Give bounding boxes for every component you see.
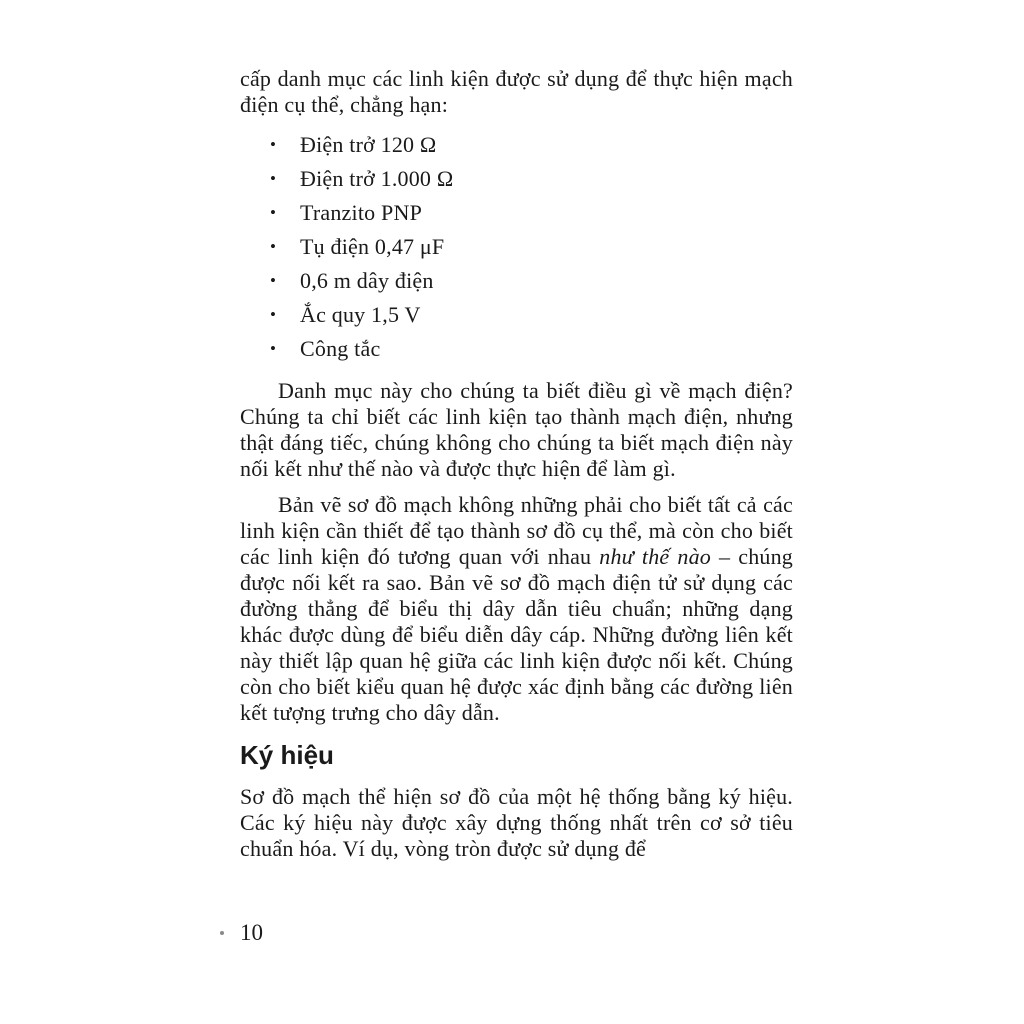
list-item-text: Công tắc (300, 336, 381, 361)
paragraph-symbols: Sơ đồ mạch thể hiện sơ đồ của một hệ thống bằng ký hiệu. Các ký hiệu này được xây dựng thống nhất trên cơ sở tiêu chuẩn hóa. Ví dụ, vòng tròn được sử dụng để (240, 784, 793, 861)
schematic-text-part2: – chúng được nối kết ra sao. Bản vẽ sơ đồ mạch điện tử sử dụng các đường thẳng để biểu thị dây dẫn tiêu chuẩn; những dạng khác được dùng để biểu diễn dây cáp. Những đường liên kết này thiết lập quan hệ giữa các linh kiện được nối kết. Chúng còn cho biết kiểu quan hệ được xác định bằng các đường liên kết tượng trưng cho dây dẫn. (240, 544, 793, 725)
bullet-icon: • (270, 271, 277, 290)
component-list (240, 128, 793, 366)
bullet-icon: • (270, 237, 277, 256)
schematic-text-italic: như thế nào (599, 544, 711, 569)
paragraph-intro: cấp danh mục các linh kiện được sử dụng để thực hiện mạch điện cụ thể, chẳng hạn: (240, 66, 793, 117)
paragraph-schematic (240, 492, 793, 726)
bullet-icon: • (270, 305, 277, 324)
list-item (240, 298, 793, 332)
list-item-text: Ắc quy 1,5 V (300, 302, 421, 327)
list-item (240, 332, 793, 366)
list-item-text: Điện trở 120 Ω (300, 132, 437, 157)
list-item-text: Tranzito PNP (300, 200, 423, 225)
paragraph-list-meaning: Danh mục này cho chúng ta biết điều gì về mạch điện? Chúng ta chỉ biết các linh kiện tạo thành mạch điện, nhưng thật đáng tiếc, chúng không cho chúng ta biết mạch điện này nối kết như thế nào và được thực hiện để làm gì. (240, 378, 793, 481)
section-heading: Ký hiệu (240, 740, 334, 770)
bullet-icon: • (270, 169, 277, 188)
list-item-text: 0,6 m dây điện (300, 268, 434, 293)
list-item (240, 196, 793, 230)
bullet-icon: • (270, 203, 277, 222)
scan-speck (220, 931, 224, 935)
list-item (240, 264, 793, 298)
list-item-text: Điện trở 1.000 Ω (300, 166, 454, 191)
text-column (240, 66, 793, 862)
bullet-icon: • (270, 339, 277, 358)
list-item (240, 230, 793, 264)
list-item-text: Tụ điện 0,47 μF (300, 234, 445, 259)
list-item (240, 128, 793, 162)
list-item (240, 162, 793, 196)
schematic-text-part1: Bản vẽ sơ đồ mạch không những phải cho biết tất cả các linh kiện cần thiết để tạo thành sơ đồ cụ thể, mà còn cho biết các linh kiện đó tương quan với nhau (240, 492, 793, 569)
bullet-icon: • (270, 135, 277, 154)
page-number: 10 (240, 920, 263, 945)
